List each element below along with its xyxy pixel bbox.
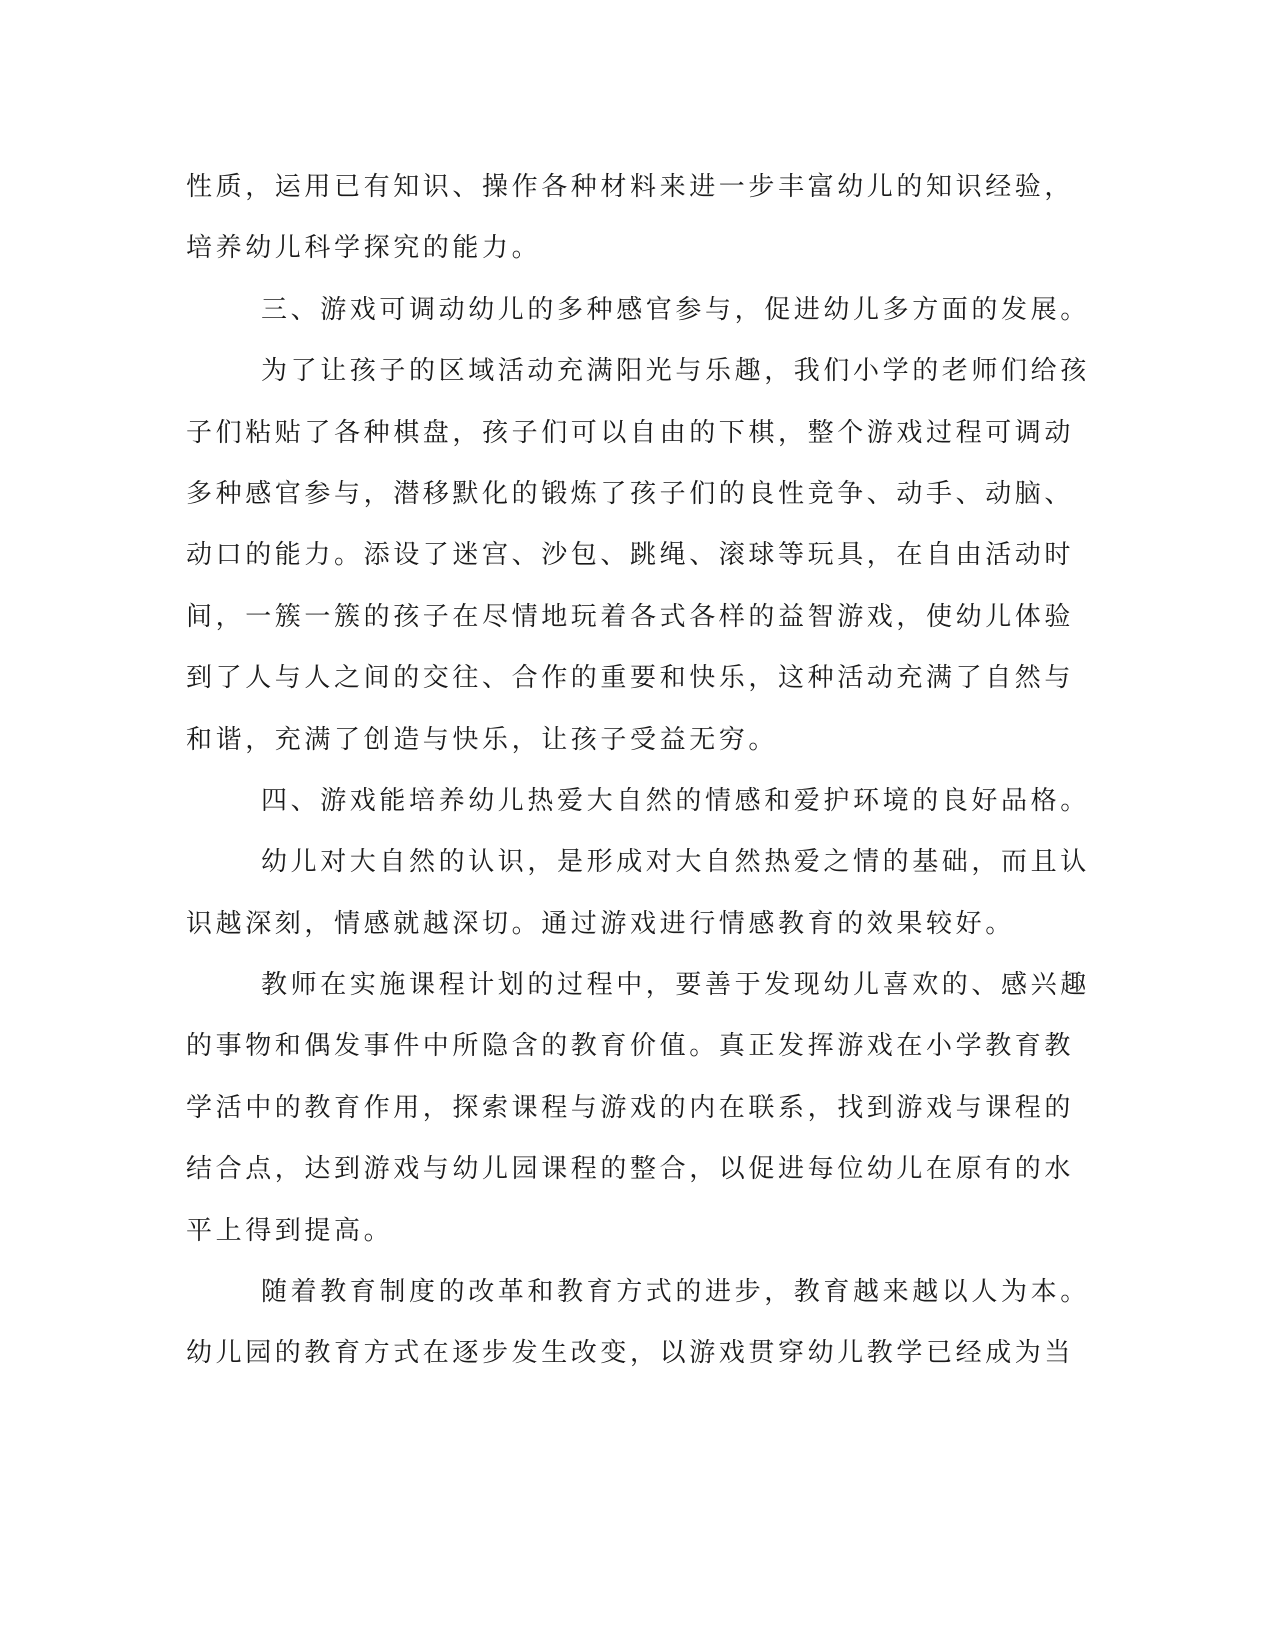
text-line: 随着教育制度的改革和教育方式的进步，教育越来越以人为本。 [261,1277,1090,1308]
text-line: 间，一簇一簇的孩子在尽情地玩着各式各样的益智游戏，使幼儿体验 [186,601,1075,632]
body-text [186,157,1090,1385]
text-line: 平上得到提高。 [186,1215,394,1246]
text-line: 教师在实施课程计划的过程中，要善于发现幼儿喜欢的、感兴趣 [261,970,1090,1001]
text-line: 幼儿对大自然的认识，是形成对大自然热爱之情的基础，而且认 [261,847,1090,878]
section-heading-3: 三、游戏可调动幼儿的多种感官参与，促进幼儿多方面的发展。 [261,294,1090,325]
text-line: 和谐，充满了创造与快乐，让孩子受益无穷。 [186,724,779,755]
section-heading-4: 四、游戏能培养幼儿热爱大自然的情感和爱护环境的良好品格。 [261,785,1090,816]
text-line: 多种感官参与，潜移默化的锻炼了孩子们的良性竞争、动手、动脑、 [186,478,1075,509]
text-line: 性质，运用已有知识、操作各种材料来进一步丰富幼儿的知识经验， [186,172,1075,202]
text-line: 学活中的教育作用，探索课程与游戏的内在联系，找到游戏与课程的 [186,1092,1075,1123]
text-line: 幼儿园的教育方式在逐步发生改变，以游戏贯穿幼儿教学已经成为当 [186,1338,1075,1369]
text-line: 动口的能力。添设了迷宫、沙包、跳绳、滚球等玩具，在自由活动时 [186,540,1075,571]
text-line: 为了让孩子的区域活动充满阳光与乐趣，我们小学的老师们给孩 [261,356,1090,387]
text-line: 培养幼儿科学探究的能力。 [186,233,542,264]
text-line: 的事物和偶发事件中所隐含的教育价值。真正发挥游戏在小学教育教 [186,1031,1075,1062]
text-line: 子们粘贴了各种棋盘，孩子们可以自由的下棋，整个游戏过程可调动 [186,417,1075,448]
text-line: 结合点，达到游戏与幼儿园课程的整合，以促进每位幼儿在原有的水 [186,1154,1075,1185]
text-line: 识越深刻，情感就越深切。通过游戏进行情感教育的效果较好。 [186,908,1015,939]
text-line: 到了人与人之间的交往、合作的重要和快乐，这种活动充满了自然与 [186,663,1075,694]
